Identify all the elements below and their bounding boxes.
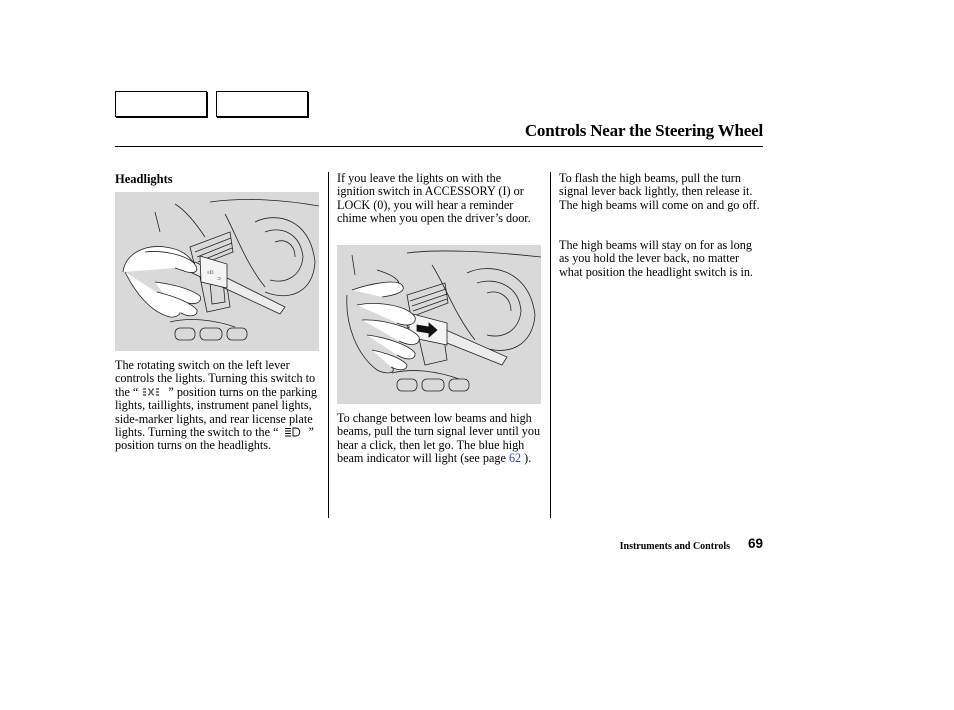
page-title: Controls Near the Steering Wheel (524, 121, 763, 140)
high-beam-paragraph (337, 412, 547, 466)
paragraph-text-1: The rotating switch on the left lever controls the lights. Turning this switch to the “ (115, 358, 316, 399)
page-number: 69 (747, 536, 763, 551)
reminder-chime-paragraph: If you leave the lights on with the ignition switch in ACCESSORY (I) or LOCK (0), you will hear a reminder chime when you open the driver’s door. (337, 171, 531, 226)
high-beams-hold-paragraph: The high beams will stay on for as long as you hold the lever back, no matter what position the headlight switch is in. (559, 238, 753, 279)
page-reference-link[interactable]: 62 (508, 451, 522, 466)
parking-lights-icon (141, 387, 165, 397)
high-beam-lever-illustration (337, 245, 541, 404)
paragraph-text-2: ” position turns on the parking lights, taillights, instrument panel lights, side-marker lights, and rear license plate lights. Turning the switch to the “ (115, 384, 317, 440)
title-rule (115, 146, 763, 147)
column-divider-1 (328, 172, 329, 518)
section-heading: Headlights (115, 172, 173, 186)
headlight-icon (282, 427, 306, 437)
svg-text:≡D: ≡D (207, 271, 214, 276)
paragraph-text-3: ” position turns on the headlights. (115, 425, 314, 453)
headlight-switch-illustration (115, 192, 319, 351)
column-divider-2 (550, 172, 551, 518)
headlight-switch-paragraph (115, 359, 320, 453)
flash-high-beams-paragraph: To flash the high beams, pull the turn signal lever back lightly, then release it. The high beams will come on and go off. (559, 171, 760, 212)
header-tab-box-left (115, 91, 207, 117)
footer-section-name: Instruments and Controls (619, 541, 730, 552)
high-beam-text-2: ). (521, 451, 532, 466)
header-tab-box-right (216, 91, 308, 117)
high-beam-text-1: To change between low beams and high beams, pull the turn signal lever until you hear a click, then let go. The blue high beam indicator will light (see page (337, 411, 541, 466)
svg-text:⊃: ⊃ (217, 277, 222, 282)
